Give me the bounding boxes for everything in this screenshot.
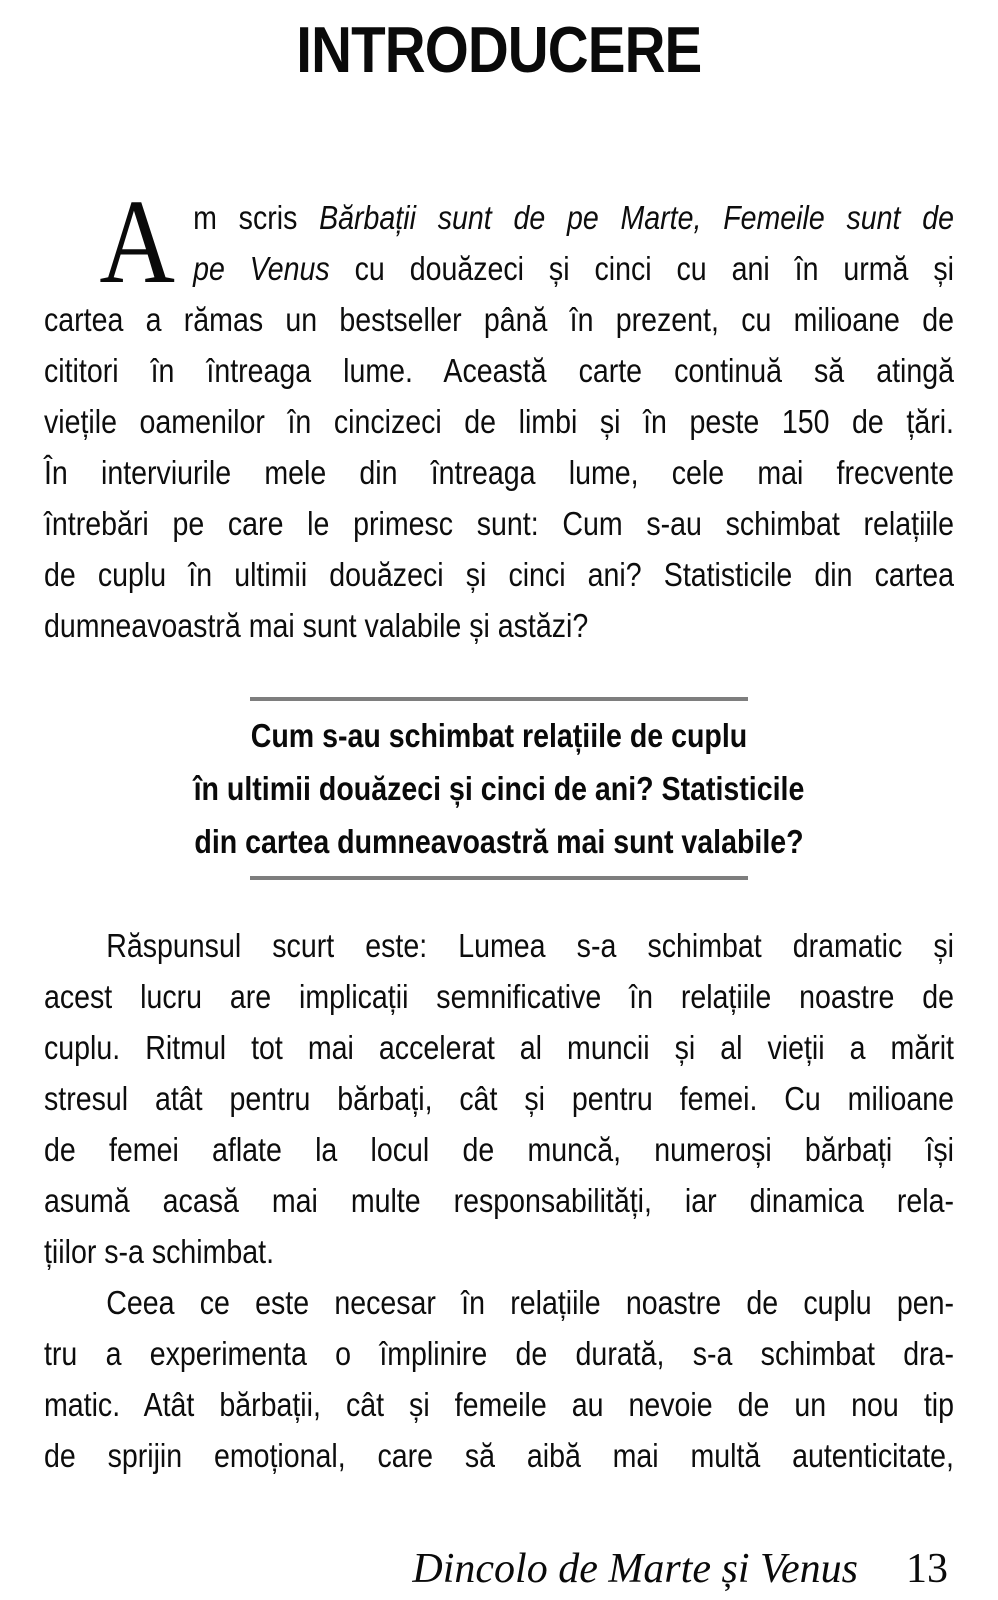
page-title: INTRODUCERE <box>296 13 702 86</box>
text-line: Răspunsul scurt este: Lumea s-a schimbat dramatic și <box>106 927 954 964</box>
text-line: acest lucru are implicații semnificative în relațiile noastre de <box>44 978 954 1015</box>
text-line: Ceea ce este necesar în relațiile noastre de cuplu pen- <box>106 1284 954 1321</box>
text-line: țiilor s-a schimbat. <box>44 1233 275 1270</box>
divider-rule-top <box>250 697 748 701</box>
page-footer <box>412 1546 948 1592</box>
text-line: tru a experimenta o împlinire de durată, s-a schimbat dra- <box>44 1335 954 1372</box>
dropcap-letter: A <box>99 175 175 309</box>
body-paragraph-3 <box>44 1277 954 1481</box>
text-line: În interviurile mele din întreaga lume, cele mai frecvente <box>44 454 954 491</box>
text-line: întrebări pe care le primesc sunt: Cum s-au schimbat relațiile <box>44 505 954 542</box>
divider-rule-bottom <box>250 876 748 880</box>
pullquote-line: din cartea dumneavoastră mai sunt valabile? <box>194 823 804 860</box>
running-title: Dincolo de Marte și Venus <box>412 1546 858 1592</box>
text-line: cuplu. Ritmul tot mai accelerat al muncii și al vieții a mărit <box>44 1029 954 1066</box>
text-line: de sprijin emoțional, care să aibă mai multă autenticitate, <box>44 1437 954 1474</box>
text-line: dumneavoastră mai sunt valabile și astăzi? <box>44 607 589 644</box>
intro-paragraph <box>44 175 954 651</box>
text-line: viețile oamenilor în cincizeci de limbi și în peste 150 de țări. <box>44 403 954 440</box>
text-line: stresul atât pentru bărbați, cât și pentru femei. Cu milioane <box>44 1080 954 1117</box>
text-segment-italic: Bărbații sunt de pe Marte, Femeile sunt de <box>319 199 954 236</box>
text-line: de femei aflate la locul de muncă, numeroși bărbați își <box>44 1131 954 1168</box>
text-line: asumă acasă mai multe responsabilități, iar dinamica rela- <box>44 1182 954 1219</box>
pullquote-line: în ultimii douăzeci și cinci de ani? Statisticile <box>193 770 805 807</box>
text-line: de cuplu în ultimii douăzeci și cinci ani? Statisticile din cartea <box>44 556 954 593</box>
text-line: matic. Atât bărbații, cât și femeile au nevoie de un nou tip <box>44 1386 954 1423</box>
title-wrap <box>0 15 998 85</box>
text-segment: cu douăzeci și cinci cu ani în urmă și <box>329 250 954 287</box>
body-paragraph-2 <box>44 920 954 1277</box>
text-line <box>44 192 954 243</box>
pullquote <box>44 709 954 868</box>
text-line <box>44 243 954 294</box>
text-line: cartea a rămas un bestseller până în prezent, cu milioane de <box>44 301 954 338</box>
text-segment: m scris <box>193 199 320 236</box>
page-number: 13 <box>906 1546 948 1592</box>
text-segment-italic: pe Venus <box>193 250 330 287</box>
text-line: cititori în întreaga lume. Această carte continuă să atingă <box>44 352 954 389</box>
pullquote-line: Cum s-au schimbat relațiile de cuplu <box>250 717 748 754</box>
